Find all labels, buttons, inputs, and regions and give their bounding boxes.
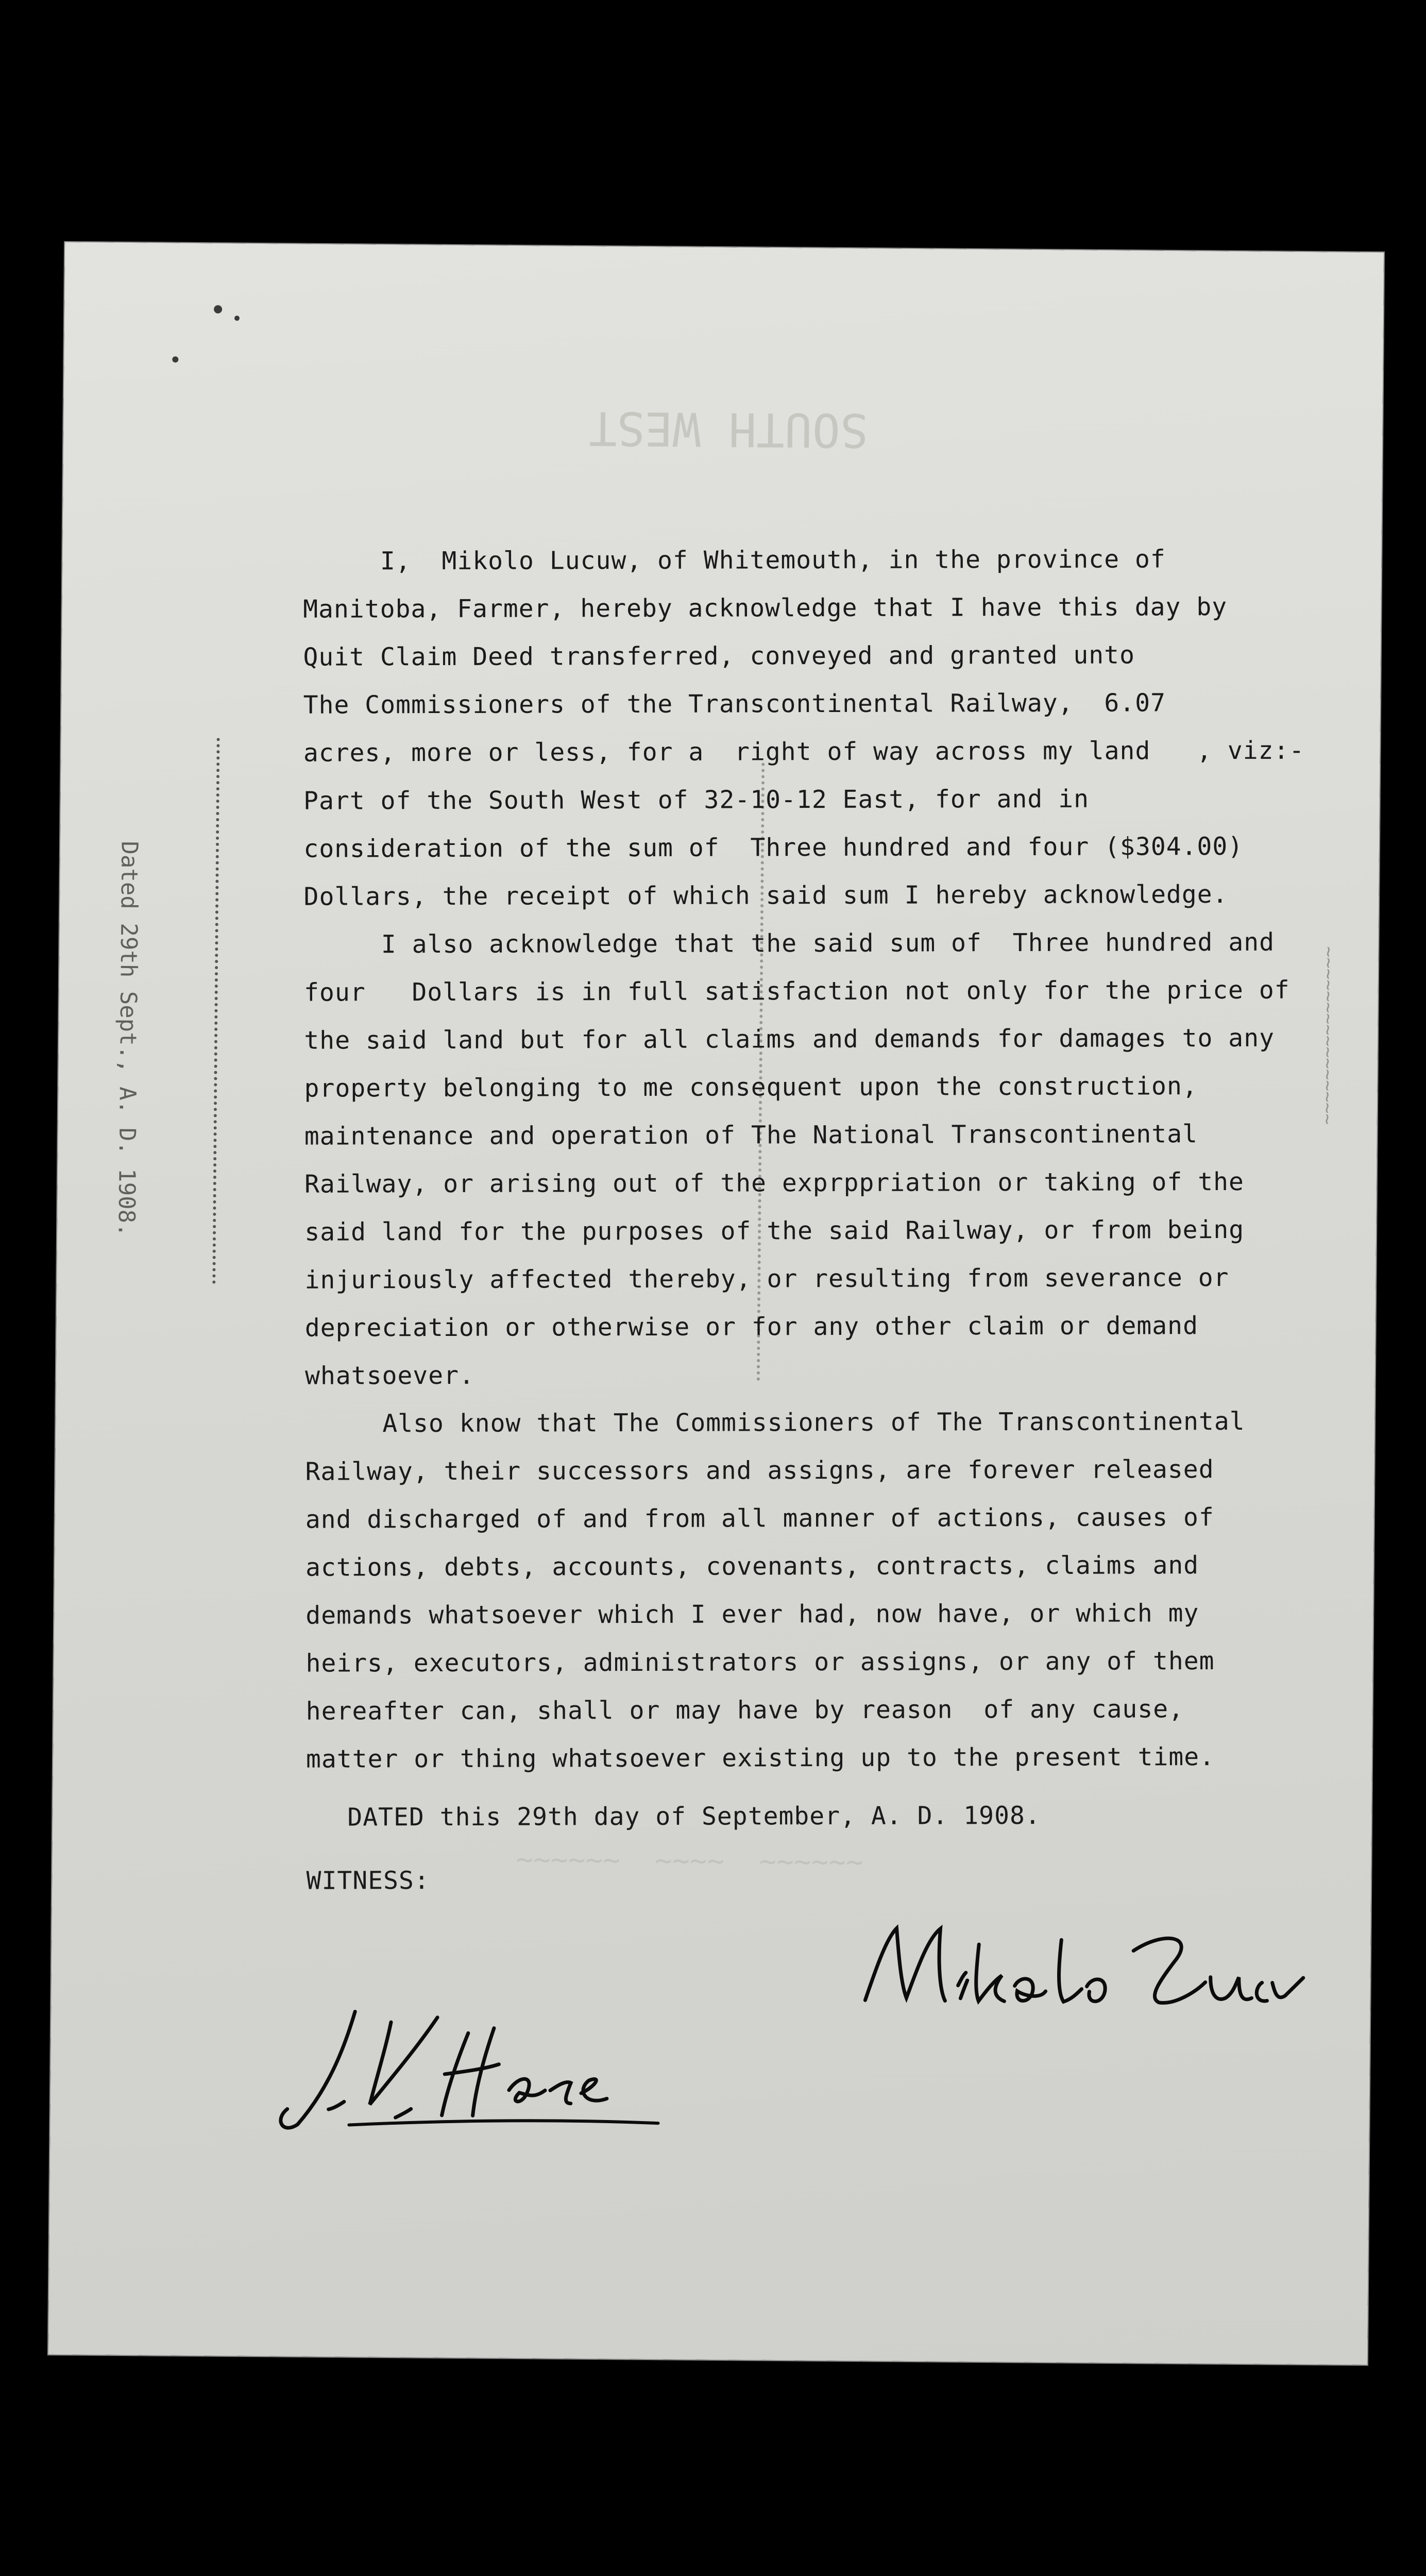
text-line: Dollars, the receipt of which said sum I hereby acknowledge. — [303, 879, 1228, 911]
paragraph-2 — [304, 919, 1290, 1400]
text-line: The Commissioners of the Transcontinental Railway, 6.07 — [303, 688, 1166, 720]
text-line: demands whatsoever which I ever had, now have, or which my — [305, 1599, 1199, 1630]
text-line: Railway, their successors and assigns, are forever released — [305, 1455, 1214, 1486]
dated-line: DATED this 29th day of September, A. D. 1908. — [347, 1801, 1041, 1832]
text-line: four Dollars is in full satisfaction not only for the price of — [304, 975, 1290, 1007]
punch-mark — [172, 357, 178, 363]
text-line: and discharged of and from all manner of actions, causes of — [305, 1503, 1214, 1534]
punch-mark — [234, 316, 240, 321]
text-line: the said land but for all claims and demands for damages to any — [304, 1023, 1275, 1055]
text-line: Also know that The Commissioners of The Transcontinental — [382, 1406, 1245, 1438]
text-line: property belonging to me consequent upon the construction, — [304, 1072, 1198, 1103]
text-line: maintenance and operation of The National Transcontinental — [304, 1120, 1198, 1151]
witness-label: WITNESS: — [306, 1866, 430, 1895]
deed-text — [303, 535, 1305, 1905]
bleed-through-text: SOUTH WEST — [588, 401, 869, 457]
text-line: hereafter can, shall or may have by reason of any cause, — [305, 1694, 1184, 1726]
text-line: whatsoever. — [304, 1361, 475, 1391]
document-page — [48, 242, 1384, 2365]
text-line: injuriously affected thereby, or resulting from severance or — [304, 1263, 1229, 1295]
paragraph-3 — [305, 1398, 1285, 1784]
text-line: said land for the purposes of the said Railway, or from being — [304, 1215, 1245, 1247]
bleed-through-text: ~~~~~~ ~~~~ ~~~~~~ — [516, 1842, 864, 1879]
dotted-line-left — [212, 738, 219, 1284]
text-line: Manitoba, Farmer, hereby acknowledge that I have this day by — [303, 592, 1228, 624]
text-line: acres, more or less, for a right of way across my land , viz:- — [303, 736, 1305, 768]
text-line: depreciation or otherwise or for any other claim or demand — [304, 1311, 1198, 1343]
grantor-signature — [855, 1907, 1319, 2035]
text-line: I also acknowledge that the said sum of Three hundred and — [381, 927, 1275, 959]
right-margin-marks: ~~~~~~~~~~~~~~~~ — [1316, 946, 1339, 1125]
text-line: consideration of the sum of Three hundred and four ($304.00) — [303, 832, 1244, 863]
paragraph-1 — [303, 535, 1305, 921]
text-line: heirs, executors, administrators or assigns, or any of them — [305, 1647, 1215, 1678]
text-line: Railway, or arising out of the exprppriation or taking of the — [304, 1167, 1244, 1199]
text-line: I, Mikolo Lucuw, of Whitemouth, in the province of — [380, 545, 1166, 576]
text-line: Quit Claim Deed transferred, conveyed and granted unto — [303, 640, 1135, 672]
witness-signature — [266, 1985, 700, 2143]
text-line: Part of the South West of 32-10-12 East, for and in — [303, 784, 1090, 816]
punch-mark — [214, 305, 222, 313]
text-line: actions, debts, accounts, covenants, contracts, claims and — [305, 1551, 1199, 1582]
left-margin-text: Dated 29th Sept., A. D. 1908. — [113, 841, 143, 1237]
text-line: matter or thing whatsoever existing up to the present time. — [305, 1742, 1215, 1774]
